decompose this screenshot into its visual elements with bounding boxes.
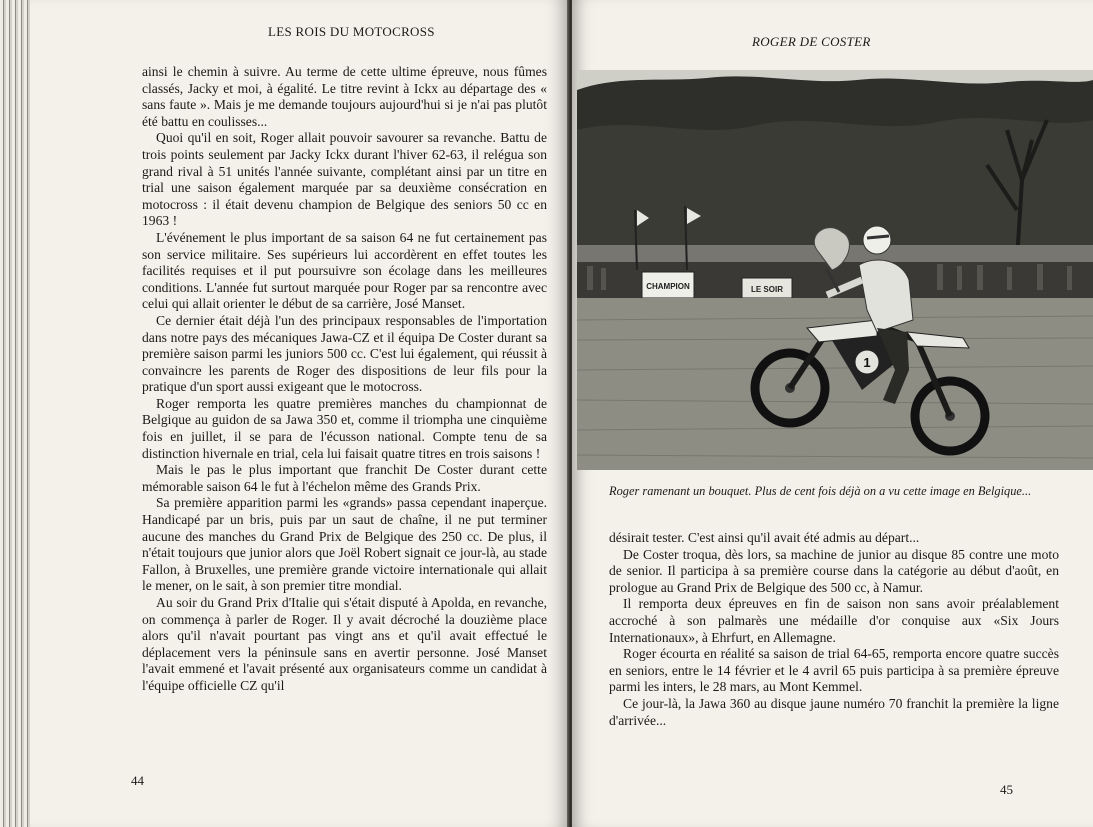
paragraph: Sa première apparition parmi les «grands» passa cependant inaperçue. Handicapé par un bris, puis par un saut de chaîne, il ne put terminer aucune des manches du Grand Prix de Belgique des 250 cc. De plus, il n'était toujours que junior alors que Joël Robert signait ce jour-là, au stade Fallon, à Bruxelles, une première grande victoire internationale qui allait le mener, on le sait, à son premier titre mondial. xyxy=(142,495,547,594)
paragraph: De Coster troqua, dès lors, sa machine de junior au disque 85 contre une moto de senior. Il participa à sa première course dans la catégorie au début d'août, en prologue au Grand Prix de Belgique des 500 cc, à Namur. xyxy=(609,546,1059,595)
left-page xyxy=(30,0,570,827)
motocross-photo xyxy=(577,70,1093,470)
paragraph: Il remporta deux épreuves en fin de saison non sans avoir préalablement accroché à son palmarès une médaille d'or conquise aux «Six Jours Internationaux», à Ehrfurt, en Allemagne. xyxy=(609,596,1059,645)
paragraph: Roger remporta les quatre premières manches du championnat de Belgique au guidon de sa Jawa 350 et, comme il triompha une cinquième fois en juillet, il se para de l'écusson national. Compte tenu de sa distinction hivernale en trial, cela lui faisait quatre titres en trois saisons ! xyxy=(142,395,547,461)
right-page xyxy=(572,0,1093,827)
right-page-number: 45 xyxy=(1000,782,1013,797)
paragraph: Ce jour-là, la Jawa 360 au disque jaune numéro 70 franchit la première la ligne d'arrivée... xyxy=(609,695,1059,728)
paragraph: Au soir du Grand Prix d'Italie qui s'était disputé à Apolda, en revanche, on commença à parler de Roger. Il y avait décroché la douzième place alors qu'il n'avait pourtant pas vingt ans et qu'il avait effectué le déplacement vers la péninsule sans en avertir personne. José Manset l'avait emmené et l'avait présenté aux organisateurs comme un candidat à l'équipe officielle CZ qu'il xyxy=(142,595,547,693)
paragraph: ainsi le chemin à suivre. Au terme de cette ultime épreuve, nous fûmes classés, Jacky et moi, à égalité. Le titre revint à Ickx au départage des « sans faute ». Mais je me demande toujours aujourd'hui si je n'ai pas plutôt été battu en coulisses... xyxy=(142,64,547,129)
banner-left-text: CHAMPION xyxy=(646,282,690,291)
paragraph: Roger écourta en réalité sa saison de trial 64-65, remporta encore quatre succès en seniors, entre le 14 février et le 4 avril 65 puis participa à sa première épreuve parmi les inters, le 28 mars, au Mont Kemmel. xyxy=(609,646,1059,695)
banner-right-text: LE SOIR xyxy=(750,285,784,294)
photo-illustration xyxy=(577,70,1093,470)
paragraph: désirait tester. C'est ainsi qu'il avait été admis au départ... xyxy=(609,530,920,545)
left-page-number: 44 xyxy=(131,773,144,788)
paragraph: Mais le pas le plus important que franchit De Coster durant cette mémorable saison 64 le fut à l'échelon même des Grands Prix. xyxy=(142,462,547,494)
bike-number: 1 xyxy=(863,355,871,370)
right-running-head: ROGER DE COSTER xyxy=(752,34,871,49)
paragraph: Quoi qu'il en soit, Roger allait pouvoir savourer sa revanche. Battu de trois points seulement par Jacky Ickx durant l'hiver 62-63, il relégua son grand rival à 51 unités l'année suivante, complétant ainsi par un titre en trial une saison également marquée par sa deuxième consécration en motocross : il était devenu champion de Belgique des seniors 50 cc en 1963 ! xyxy=(142,130,547,229)
paragraph: L'événement le plus important de sa saison 64 ne fut certainement pas son service militaire. Ses supérieurs lui accordèrent en effet toutes les facilités requises et il put poursuivre son écolage dans les meilleures conditions. L'année fut surtout marquée pour Roger par sa rencontre avec celui qui allait orienter le début de sa carrière, José Manset. xyxy=(142,229,547,312)
paragraph: Ce dernier était déjà l'un des principaux responsables de l'importation dans notre pays des mécaniques Jawa-CZ et il équipa De Coster durant sa première saison parmi les juniors 500 cc. C'est lui également, qui réussit à convaincre les parents de Roger des dispositions de leur fils pour la pratique d'un sport aussi exigeant que le motocross. xyxy=(142,312,547,395)
left-running-head: LES ROIS DU MOTOCROSS xyxy=(268,24,435,39)
page-edges xyxy=(0,0,30,827)
right-text-block xyxy=(609,530,1059,729)
photo-caption: Roger ramenant un bouquet. Plus de cent fois déjà on a vu cette image en Belgique... xyxy=(609,484,1032,498)
left-text-block xyxy=(142,64,547,695)
